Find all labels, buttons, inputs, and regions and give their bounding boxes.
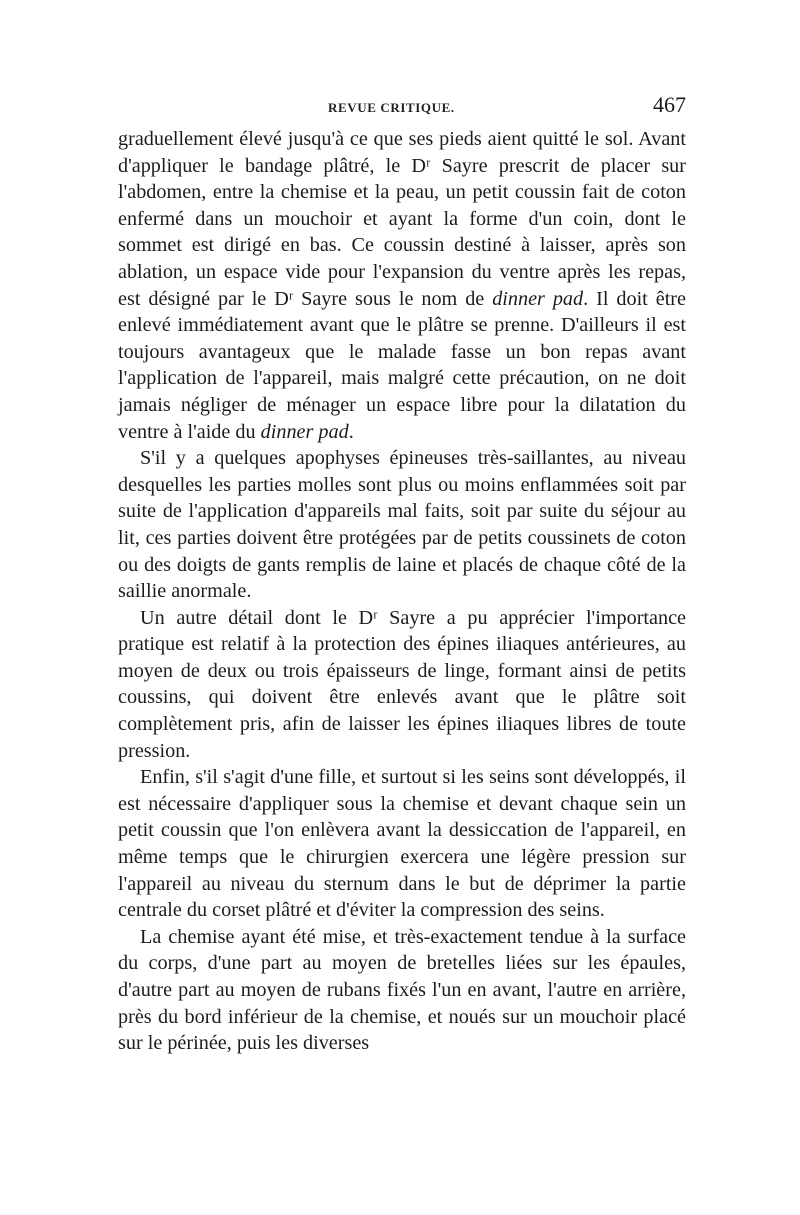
- page-number: 467: [653, 92, 686, 117]
- paragraph-text: . Il doit être enlevé immédiatement avant que le plâtre se prenne. D'ailleurs il est toujours avantageux que le malade fasse un bon repas avant l'application de l'appareil, mais malgré cette précaution, on ne doit jamais négliger de ménager un espace libre pour la dilatation du ventre à l'aide du: [118, 287, 686, 443]
- paragraph: [118, 605, 686, 765]
- paragraph-text: S'il y a quelques apophyses épineuses très-saillantes, au niveau desquelles les parties molles sont plus ou moins enflammées soit par suite de l'application d'appareils mal faits, soit par suite du séjour au lit, ces parties doivent être protégées par de petits coussinets de coton ou des doigts de gants remplis de laine et placés de chaque côté de la saillie anormale.: [118, 447, 686, 603]
- paragraph-text: graduellement élevé jusqu'à ce que ses pieds aient quitté le sol. Avant d'appliquer le bandage plâtré, le Dʳ Sayre prescrit de placer sur l'abdomen, entre la chemise et la peau, un petit coussin fait de coton enfermé dans un mouchoir et ayant la forme d'un coin, dont le sommet est dirigé en bas. Ce coussin destiné à laisser, après son ablation, un espace vide pour l'expansion du ventre après les repas, est désigné par le Dʳ Sayre sous le nom de: [118, 128, 686, 310]
- paragraph: [118, 764, 686, 924]
- italic-term: dinner pad: [260, 420, 349, 443]
- running-title: REVUE CRITIQUE.: [328, 100, 455, 115]
- paragraph-text: .: [348, 420, 354, 443]
- paragraph-text: Enfin, s'il s'agit d'une fille, et surtout si les seins sont développés, il est nécessaire d'appliquer sous la chemise et devant chaque sein un petit coussin que l'on enlèvera avant la dessiccation de l'appareil, en même temps que le chirurgien exercera une légère pression sur l'appareil au niveau du sternum dans le but de déprimer la partie centrale du corset plâtré et d'éviter la compression des seins.: [118, 766, 686, 922]
- paragraph-text: La chemise ayant été mise, et très-exactement tendue à la surface du corps, d'une part au moyen de bretelles liées sur les épaules, d'autre part au moyen de rubans fixés l'un en avant, l'autre en arrière, près du bord inférieur de la chemise, et noués sur un mouchoir placé sur le périnée, puis les diverses: [118, 925, 686, 1055]
- running-head: [118, 92, 686, 126]
- paragraph: [118, 126, 686, 445]
- body-text: [118, 126, 686, 1057]
- paragraph: [118, 445, 686, 605]
- book-page: [118, 92, 686, 1057]
- paragraph: [118, 924, 686, 1057]
- italic-term: dinner pad: [492, 287, 584, 310]
- paragraph-text: Un autre détail dont le Dʳ Sayre a pu apprécier l'importance pratique est relatif à la protection des épines iliaques antérieures, au moyen de deux ou trois épaisseurs de linge, formant ainsi de petits coussins, qui doivent être enlevés avant que le plâtre soit complètement pris, afin de laisser les épines iliaques libres de toute pression.: [118, 606, 686, 762]
